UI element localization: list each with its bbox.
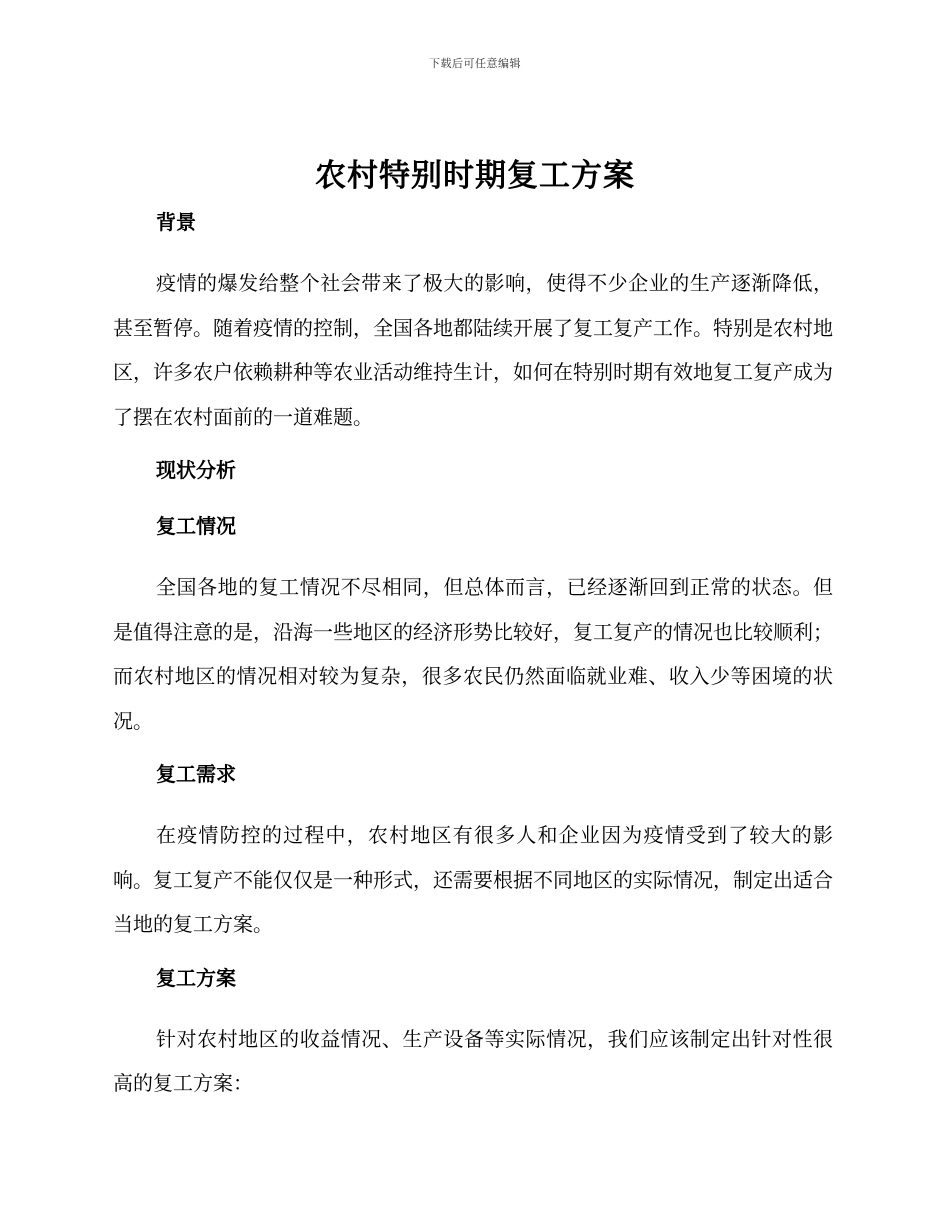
paragraph-resume-status: 全国各地的复工情况不尽相同，但总体而言，已经逐渐回到正常的状态。但是值得注意的是，沿海一些地区的经济形势比较好，复工复产的情况也比较顺利；而农村地区的情况相对较为复杂，很多农民仍然面临就业难、收入少等困境的状况。 — [113, 575, 833, 733]
section-heading-resume-status: 复工情况 — [156, 514, 236, 538]
paragraph-background: 疫情的爆发给整个社会带来了极大的影响，使得不少企业的生产逐渐降低，甚至暂停。随着疫情的控制，全国各地都陆续开展了复工复产工作。特别是农村地区，许多农户依赖耕种等农业活动维持生计，如何在特别时期有效地复工复产成为了摆在农村面前的一道难题。 — [113, 271, 833, 429]
header-note: 下载后可任意编辑 — [429, 57, 521, 70]
section-heading-background: 背景 — [156, 210, 196, 234]
document-title: 农村特别时期复工方案 — [315, 158, 635, 194]
section-heading-resume-plan: 复工方案 — [156, 965, 236, 990]
section-heading-resume-needs: 复工需求 — [156, 762, 236, 786]
paragraph-resume-plan: 针对农村地区的收益情况、生产设备等实际情况，我们应该制定出针对性很高的复工方案： — [113, 1026, 833, 1095]
document-body — [113, 205, 833, 1106]
section-heading-status-analysis: 现状分析 — [156, 458, 236, 482]
paragraph-resume-needs: 在疫情防控的过程中，农村地区有很多人和企业因为疫情受到了较大的影响。复工复产不能仅仅是一种形式，还需要根据不同地区的实际情况，制定出适合当地的复工方案。 — [113, 823, 833, 936]
